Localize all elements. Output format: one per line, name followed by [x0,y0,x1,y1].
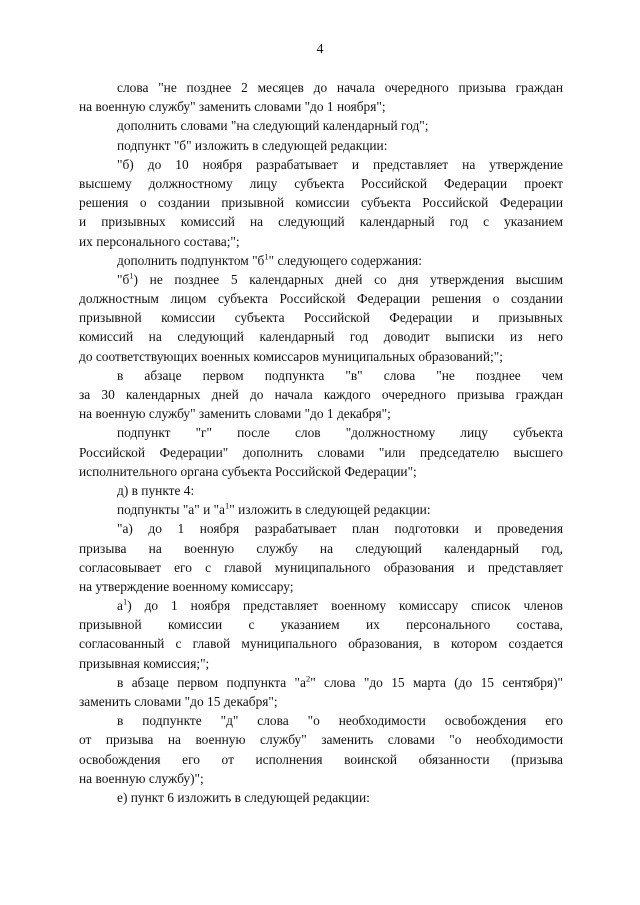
text-line-part: подпункты "а" и "а [117,502,225,518]
text-line-part: " слова "до 15 марта (до 15 сентября)" [310,674,563,690]
superscript: 2 [305,673,311,684]
text-line [79,443,563,462]
text-line-part: решения о создании призывной комиссии субъекта Российской Федерации [79,195,563,211]
text-line [79,539,563,558]
superscript: 1 [122,596,128,607]
text-line-part: в абзаце первом подпункта "а [117,674,306,690]
text-line-part: на военную службу" заменить словами "до 1 ноября"; [79,99,386,115]
text-line [79,730,563,749]
text-line-part: " изложить в следующей редакции: [229,502,431,518]
text-line [79,788,563,807]
text-line-part: "б [117,271,130,287]
text-line-part: дополнить подпунктом "б [117,252,265,268]
text-line-part: высшему должностному лицу субъекта Российской Федерации проект [79,175,563,191]
text-line-part: заменить словами "до 15 декабря"; [79,694,278,709]
text-line [79,577,563,596]
text-line-part: комиссий на следующий календарный год доводит выписки из него [79,329,563,345]
text-line [79,711,563,730]
text-line [79,289,563,308]
text-line-part: призывной комиссии с указанием их персонального состава, [79,617,563,633]
text-line [79,193,563,212]
text-line-part: е) пункт 6 изложить в следующей редакции: [117,789,370,805]
text-line-part: исполнительного органа субъекта Российской Федерации"; [79,463,417,479]
text-line-part: призывная комиссия;"; [79,655,210,671]
text-line-part: за 30 календарных дней до начала каждого очередного призыва граждан [79,387,563,402]
text-line [79,136,563,155]
text-line-part: " следующего содержания: [268,252,422,268]
text-line [79,673,563,692]
text-line-part: д) в пункте 4: [117,482,195,498]
text-line [79,558,563,577]
text-line-part: "б) до 10 ноября разрабатывает и представляет на утверждение [117,156,563,172]
text-line-part: согласовывает его с главой муниципального образования и представляет [79,559,563,575]
text-line [79,97,563,116]
text-line [79,692,563,711]
text-line [79,232,563,251]
text-line [79,155,563,174]
text-line [79,750,563,769]
text-line [79,212,563,231]
text-line-part: в абзаце первом подпункта "в" слова "не позднее чем [117,367,563,383]
text-line-part: а [117,598,123,614]
text-line-part: подпункт "г" после слов "должностному лицу субъекта [117,425,563,441]
text-line-part: от призыва на военную службу" заменить словами "о необходимости [79,732,563,748]
text-line [79,500,563,519]
text-line [79,654,563,673]
text-line [79,519,563,538]
text-line [79,308,563,327]
text-line [79,270,563,289]
text-line [79,423,563,442]
superscript: 1 [264,251,269,262]
text-line [79,347,563,366]
text-line [79,615,563,634]
text-line [79,78,563,97]
text-line-part: призывной комиссии субъекта Российской Федерации и призывных [79,310,563,326]
text-line [79,251,563,270]
text-line-part: на военную службу)"; [79,770,204,786]
superscript: 1 [225,500,230,511]
text-line-part: подпункт "б" изложить в следующей редакции: [117,137,388,153]
text-line-part: призыва на военную службу на следующий календарный год, [79,540,563,556]
text-line-part: их персонального состава;"; [79,233,240,249]
text-line-part: дополнить словами "на следующий календарный год"; [117,118,429,134]
text-line [79,634,563,653]
page-number: 4 [316,42,324,57]
text-line [79,174,563,193]
text-line [79,385,563,404]
text-line [79,116,563,135]
text-line-part: согласованный с главой муниципального образования, в котором создается [79,636,563,652]
text-line [79,327,563,346]
text-line [79,596,563,615]
text-line-part: должностным лицом субъекта Российской Федерации решения о создании [79,291,563,307]
text-line-part: и призывных комиссий на следующий календарный год с указанием [79,214,563,230]
text-line-part: до соответствующих военных комиссаров муниципальных образований;"; [79,348,503,364]
text-line [79,769,563,788]
text-line [79,481,563,500]
text-line [79,462,563,481]
superscript: 1 [129,270,134,281]
text-line-part: ) до 1 ноября представляет военному комиссару список членов [127,598,563,614]
text-line-part: ) не позднее 5 календарных дней со дня утверждения высшим [133,271,563,287]
text-line-part: "а) до 1 ноября разрабатывает план подготовки и проведения [117,521,563,537]
text-line-part: в подпункте "д" слова "о необходимости освобождения его [117,713,563,729]
document-body [79,78,563,807]
text-line-part: слова "не позднее 2 месяцев до начала очередного призыва граждан [117,80,563,95]
text-line-part: на военную службу" заменить словами "до 1 декабря"; [79,406,391,422]
text-line [79,366,563,385]
text-line-part: Российской Федерации" дополнить словами "или председателю высшего [79,444,563,460]
text-line-part: на утверждение военному комиссару; [79,578,294,594]
text-line-part: освобождения его от исполнения воинской обязанности (призыва [79,751,563,767]
text-line [79,404,563,423]
